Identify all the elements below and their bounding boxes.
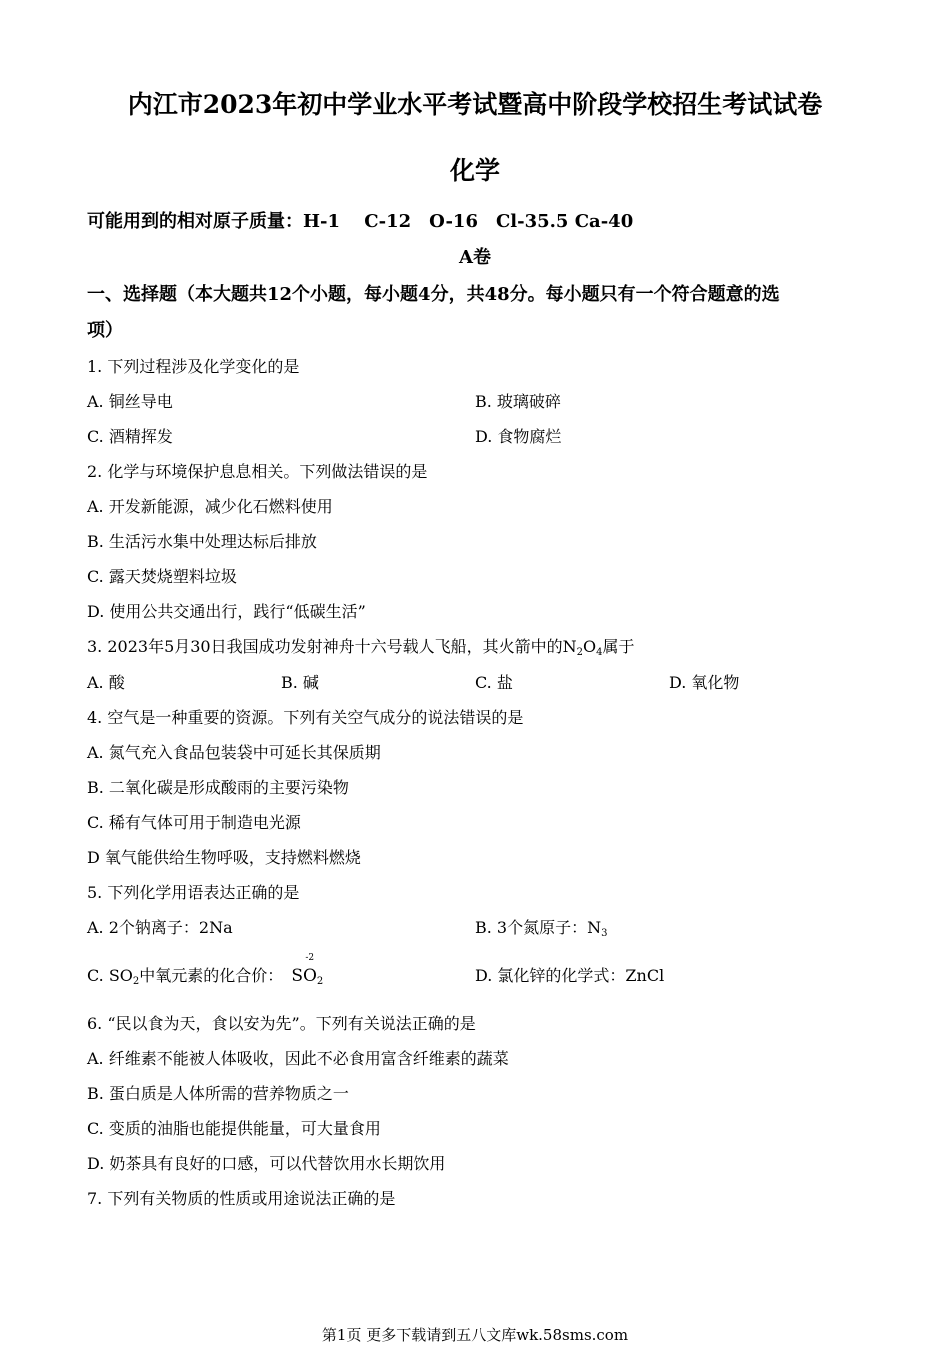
question-3-stem-tail: 属于 bbox=[602, 637, 635, 656]
valence-formula bbox=[291, 953, 324, 992]
question-5-option-c-text: 中氧元素的化合价： bbox=[139, 966, 284, 985]
question-6-option-d: D. 奶茶具有良好的口感，可以代替饮用水长期饮用 bbox=[87, 1154, 446, 1173]
question-6-option-a: A. 纤维素不能被人体吸收，因此不必食用富含纤维素的蔬菜 bbox=[87, 1049, 509, 1068]
question-5-option-a: A. 2个钠离子：2Na bbox=[87, 918, 233, 937]
question-6-option-c: C. 变质的油脂也能提供能量，可大量食用 bbox=[87, 1119, 381, 1138]
question-3-stem bbox=[87, 637, 635, 663]
question-4-stem: 4. 空气是一种重要的资源。下列有关空气成分的说法错误的是 bbox=[87, 708, 524, 727]
valence-formula-o: O bbox=[302, 966, 317, 986]
question-4-option-b: B. 二氧化碳是形成酸雨的主要污染物 bbox=[87, 778, 349, 797]
question-4-option-c: C. 稀有气体可用于制造电光源 bbox=[87, 813, 301, 832]
question-6-stem: 6. “民以食为天，食以安为先”。下列有关说法正确的是 bbox=[87, 1014, 476, 1033]
question-2-option-d: D. 使用公共交通出行，践行“低碳生活” bbox=[87, 602, 366, 621]
question-5-option-b-subscript: 3 bbox=[601, 928, 608, 939]
question-3-subscript-n: 2 bbox=[576, 647, 583, 658]
question-2-option-b: B. 生活污水集中处理达标后排放 bbox=[87, 532, 317, 551]
question-1-option-a: A. 铜丝导电 bbox=[87, 392, 173, 411]
question-6-option-b: B. 蛋白质是人体所需的营养物质之一 bbox=[87, 1084, 349, 1103]
question-5-option-b bbox=[475, 918, 608, 944]
question-1-stem: 1. 下列过程涉及化学变化的是 bbox=[87, 357, 300, 376]
question-5-option-b-text: B. 3个氮原子：N bbox=[475, 918, 602, 937]
question-5-option-c-subscript: 2 bbox=[132, 976, 140, 987]
question-3-stem-text: 3. 2023年5月30日我国成功发射神舟十六号载人飞船，其火箭中的N bbox=[87, 637, 577, 656]
question-7-stem: 7. 下列有关物质的性质或用途说法正确的是 bbox=[87, 1189, 396, 1208]
question-3-stem-o: O bbox=[583, 637, 597, 656]
valence-number: -2 bbox=[305, 953, 315, 963]
question-5-option-c-so: C. SO bbox=[87, 966, 133, 985]
question-1-option-b: B. 玻璃破碎 bbox=[475, 392, 561, 411]
question-5-option-c bbox=[87, 953, 324, 992]
question-2-stem: 2. 化学与环境保护息息相关。下列做法错误的是 bbox=[87, 462, 428, 481]
section-heading-line2: 项） bbox=[87, 320, 123, 341]
question-1-option-d: D. 食物腐烂 bbox=[475, 427, 562, 446]
subject-title: 化学 bbox=[449, 156, 500, 185]
question-3-option-a: A. 酸 bbox=[87, 673, 125, 692]
question-3-subscript-o: 4 bbox=[596, 647, 603, 658]
section-heading-line1: 一、选择题（本大题共12个小题，每小题4分，共48分。每小题只有一个符合题意的选 bbox=[87, 284, 780, 305]
valence-formula-subscript: 2 bbox=[316, 976, 324, 987]
question-3-option-c: C. 盐 bbox=[475, 673, 513, 692]
question-5-stem: 5. 下列化学用语表达正确的是 bbox=[87, 883, 300, 902]
question-3-option-d: D. 氧化物 bbox=[669, 673, 740, 692]
atomic-mass-line: 可能用到的相对原子质量：H-1 C-12 O-16 Cl-35.5 Ca-40 bbox=[87, 211, 634, 232]
page-footer: 第1页 更多下载请到五八文库wk.58sms.com bbox=[321, 1326, 629, 1344]
valence-formula-s: S bbox=[291, 966, 303, 986]
question-4-option-d: D 氧气能供给生物呼吸，支持燃料燃烧 bbox=[87, 848, 361, 867]
question-5-option-d: D. 氯化锌的化学式：ZnCl bbox=[475, 966, 665, 985]
question-2-option-a: A. 开发新能源，减少化石燃料使用 bbox=[87, 497, 333, 516]
question-4-option-a: A. 氮气充入食品包装袋中可延长其保质期 bbox=[87, 743, 381, 762]
exam-title: 内江市2023年初中学业水平考试暨高中阶段学校招生考试试卷 bbox=[127, 90, 823, 119]
question-3-option-b: B. 碱 bbox=[281, 673, 319, 692]
question-2-option-c: C. 露天焚烧塑料垃圾 bbox=[87, 567, 237, 586]
question-1-option-c: C. 酒精挥发 bbox=[87, 427, 173, 446]
volume-label: A卷 bbox=[459, 247, 491, 268]
